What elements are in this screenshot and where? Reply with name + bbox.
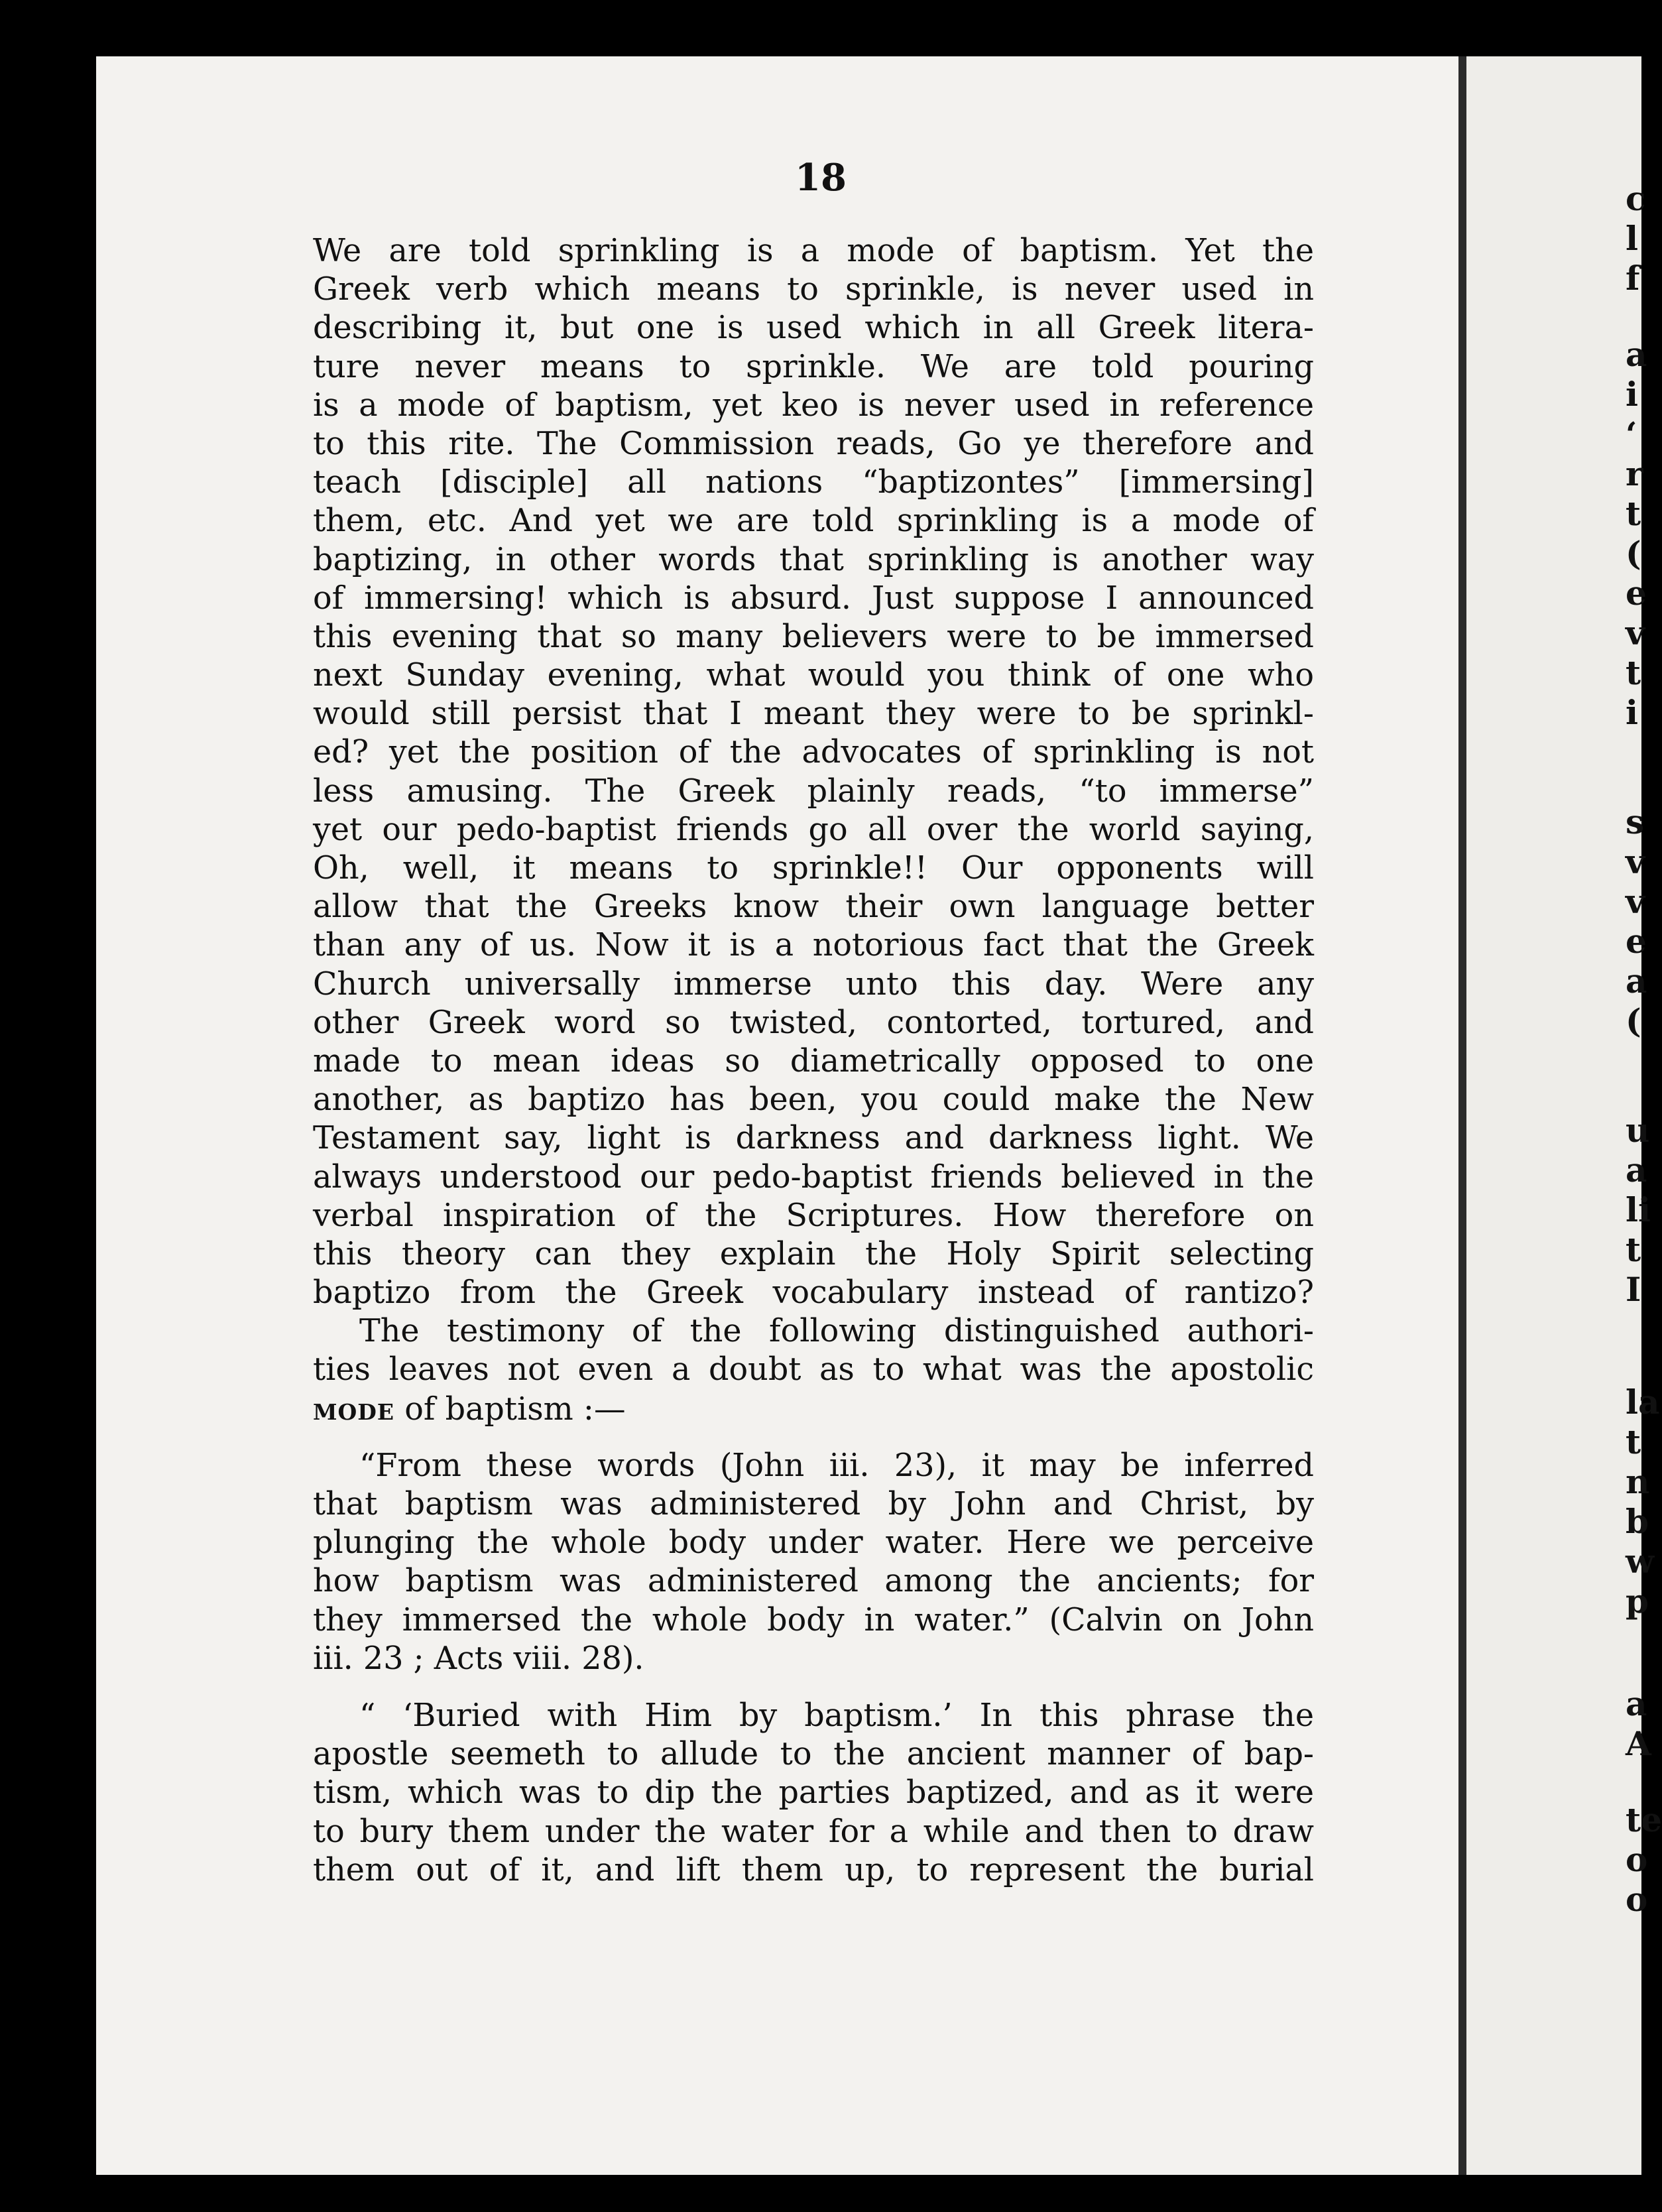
text-line: other Greek word so twisted, contorted, tortured, and: [313, 1004, 1314, 1041]
mode-word: mode: [313, 1390, 395, 1428]
text-line: they immersed the whole body in water.” (Calvin on John: [313, 1601, 1314, 1638]
adjacent-page-char: t: [1626, 1422, 1641, 1461]
text-line: Church universally immerse unto this day. Were any: [313, 965, 1314, 1003]
adjacent-page-char: la: [1626, 1382, 1660, 1422]
text-line: to this rite. The Commission reads, Go ye therefore and: [313, 425, 1314, 462]
adjacent-page-char: u: [1626, 1111, 1650, 1150]
page-number: 18: [795, 156, 847, 200]
text-line: “ ‘Buried with Him by baptism.’ In this phrase the: [359, 1697, 1314, 1734]
text-line: made to mean ideas so diametrically opposed to one: [313, 1042, 1314, 1079]
text-line: always understood our pedo-baptist friends believed in the: [313, 1158, 1314, 1196]
adjacent-page-char: a: [1626, 1150, 1647, 1190]
text-line: ties leaves not even a doubt as to what was the apostolic: [313, 1351, 1314, 1388]
text-line: We are told sprinkling is a mode of baptism. Yet the: [313, 233, 1314, 269]
page-gutter: [1458, 56, 1466, 2175]
adjacent-page-char: a: [1626, 335, 1647, 374]
text-line: baptizing, in other words that sprinkling is another way: [313, 541, 1314, 578]
paragraph-gap: [313, 1678, 1314, 1697]
text-line: how baptism was administered among the ancients; for: [313, 1563, 1314, 1600]
text-line: describing it, but one is used which in all Greek litera-: [313, 310, 1314, 347]
adjacent-page-char: A: [1626, 1724, 1651, 1763]
text-line: apostle seemeth to allude to the ancient manner of bap-: [313, 1736, 1314, 1773]
paragraph-2: [313, 1312, 1314, 1428]
adjacent-page-char: o: [1626, 1880, 1648, 1919]
adjacent-page-char: ‘: [1626, 414, 1637, 454]
adjacent-page-char: e: [1626, 574, 1647, 613]
adjacent-page-char: v: [1626, 842, 1645, 881]
adjacent-page-char: o: [1626, 1840, 1648, 1879]
text-line: this evening that so many believers were to be immersed: [313, 618, 1314, 655]
adjacent-page-char: a: [1626, 1684, 1647, 1723]
adjacent-page-char: f: [1626, 259, 1640, 298]
text-fragment: of baptism :—: [404, 1390, 626, 1428]
text-line: The testimony of the following distinguished authori-: [359, 1313, 1314, 1350]
quote-calvin: [313, 1447, 1314, 1678]
text-line: tism, which was to dip the parties baptized, and as it were: [313, 1774, 1314, 1812]
body-text: [313, 232, 1314, 1890]
text-line: is a mode of baptism, yet keo is never used in reference: [313, 387, 1314, 424]
text-line: that baptism was administered by John and Christ, by: [313, 1486, 1314, 1522]
adjacent-page-char: t: [1626, 653, 1641, 692]
text-line: this theory can they explain the Holy Spirit selecting: [313, 1235, 1314, 1272]
adjacent-page-char: (: [1626, 1001, 1641, 1040]
adjacent-page-char: I: [1626, 1270, 1641, 1309]
adjacent-page-char: l: [1626, 219, 1638, 258]
adjacent-page-char: i: [1626, 693, 1638, 732]
paragraph-1: [313, 232, 1314, 1312]
adjacent-page-char: r: [1626, 454, 1643, 493]
adjacent-page-char: v: [1626, 613, 1645, 652]
adjacent-page-char: w: [1626, 1542, 1655, 1581]
text-line: Greek verb which means to sprinkle, is never used in: [313, 271, 1314, 308]
adjacent-page-char: n: [1626, 1462, 1650, 1501]
adjacent-page-char: e: [1626, 922, 1647, 961]
text-line: Oh, well, it means to sprinkle!! Our opponents will: [313, 850, 1314, 887]
text-line: Testament say, light is darkness and darkness light. We: [313, 1120, 1314, 1157]
text-line: plunging the whole body under water. Here we perceive: [313, 1524, 1314, 1562]
adjacent-page-char: t: [1626, 1230, 1641, 1269]
adjacent-page-char: v: [1626, 882, 1645, 921]
text-line: teach [disciple] all nations “baptizontes” [immersing]: [313, 464, 1314, 501]
text-line: them out of it, and lift them up, to represent the burial: [313, 1851, 1314, 1888]
adjacent-page-char: t: [1626, 494, 1641, 533]
adjacent-page-char: (: [1626, 534, 1641, 573]
text-line: ture never means to sprinkle. We are told pouring: [313, 348, 1314, 385]
adjacent-page-char: b: [1626, 1502, 1649, 1541]
text-line: to bury them under the water for a while and then to draw: [313, 1813, 1314, 1850]
text-line: yet our pedo-baptist friends go all over the world saying,: [313, 811, 1314, 848]
text-line: iii. 23 ; Acts viii. 28).: [313, 1640, 644, 1677]
quote-buried: [313, 1697, 1314, 1890]
text-line: verbal inspiration of the Scriptures. How therefore on: [313, 1197, 1314, 1234]
text-line: allow that the Greeks know their own language better: [313, 889, 1314, 926]
text-line: next Sunday evening, what would you think of one who: [313, 657, 1314, 694]
adjacent-page-char: a: [1626, 961, 1647, 1001]
text-line: of immersing! which is absurd. Just suppose I announced: [313, 580, 1314, 617]
text-line: them, etc. And yet we are told sprinkling is a mode of: [313, 503, 1314, 540]
text-line: than any of us. Now it is a notorious fact that the Greek: [313, 927, 1314, 964]
text-line: less amusing. The Greek plainly reads, “to immerse”: [313, 772, 1314, 810]
text-line: baptizo from the Greek vocabulary instead of rantizo?: [313, 1274, 1314, 1312]
adjacent-page-edge: [1466, 56, 1662, 2175]
text-line: [313, 1390, 1314, 1428]
adjacent-page-char: li: [1626, 1190, 1651, 1229]
text-line: another, as baptizo has been, you could make the New: [313, 1081, 1314, 1119]
adjacent-page-char: i: [1626, 375, 1638, 414]
adjacent-page-char: p: [1626, 1581, 1649, 1621]
adjacent-page-char: te: [1626, 1800, 1662, 1839]
adjacent-page-char: c: [1626, 179, 1646, 218]
adjacent-page-char: s: [1626, 802, 1645, 841]
text-line: ed? yet the position of the advocates of sprinkling is not: [313, 734, 1314, 771]
text-line: would still persist that I meant they were to be sprinkl-: [313, 696, 1314, 733]
paragraph-gap: [313, 1428, 1314, 1447]
text-line: “From these words (John iii. 23), it may be inferred: [359, 1447, 1314, 1484]
